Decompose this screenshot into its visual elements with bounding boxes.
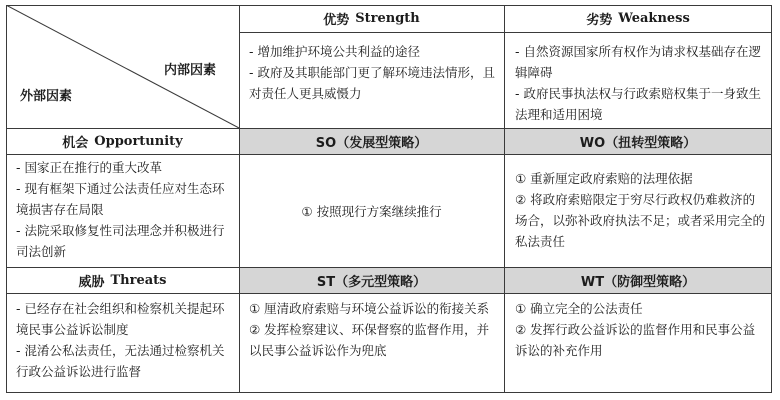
weakness-header-zh: 劣势 <box>586 13 613 28</box>
threat-item: - 混淆公私法责任，无法通过检察机关行政公益诉讼进行监督 <box>16 343 225 379</box>
strength-header-en: Strength <box>355 11 420 26</box>
wo-cell <box>515 168 765 252</box>
wo-item: ① 重新厘定政府索赔的法理依据 <box>515 171 693 186</box>
wo-item: ② 将政府索赔限定于穷尽行政权仍难救济的场合，以弥补政府执法不足；或者采用完全的私法责任 <box>515 192 766 249</box>
st-item: ① 厘清政府索赔与环境公益诉讼的衔接关系 <box>249 301 490 316</box>
opportunity-header <box>6 128 239 154</box>
wt-cell <box>515 298 763 361</box>
weakness-item: - 政府民事执法权与行政索赔权集于一身致生法理和适用困境 <box>515 86 761 122</box>
opportunity-item: - 国家正在推行的重大改革 <box>16 160 162 175</box>
opportunity-header-en: Opportunity <box>94 133 183 149</box>
strength-item: - 增加维护环境公共利益的途径 <box>249 44 420 59</box>
strength-header-zh: 优势 <box>323 13 350 28</box>
st-cell <box>249 298 497 361</box>
threats-header-zh: 威胁 <box>78 274 105 290</box>
strength-header <box>239 5 504 32</box>
wt-item: ② 发挥行政公益诉讼的监督作用和民事公益诉讼的补充作用 <box>515 322 756 358</box>
opportunity-item: - 现有框架下通过公法责任应对生态环境损害存在局限 <box>16 181 225 217</box>
so-header: SO（发展型策略） <box>315 135 428 151</box>
wt-header: WT（防御型策略） <box>580 274 696 290</box>
st-header: ST（多元型策略） <box>316 274 427 290</box>
external-factors-label: 外部因素 <box>20 89 73 104</box>
internal-factors-label: 内部因素 <box>164 63 217 78</box>
opportunity-cell <box>16 157 234 262</box>
wt-item: ① 确立完全的公法责任 <box>515 301 643 316</box>
threats-cell <box>16 298 234 382</box>
opportunity-item: - 法院采取修复性司法理念并积极进行司法创新 <box>16 223 225 259</box>
st-item: ② 发挥检察建议、环保督察的监督作用，并以民事公益诉讼作为兜底 <box>249 322 490 358</box>
threats-header-en: Threats <box>110 272 167 288</box>
weakness-header <box>504 5 772 32</box>
weakness-item: - 自然资源国家所有权作为请求权基础存在逻辑障碍 <box>515 44 761 80</box>
so-cell <box>239 155 504 267</box>
weakness-cell <box>515 41 765 125</box>
opportunity-header-zh: 机会 <box>62 135 89 151</box>
threats-header <box>6 267 239 293</box>
wo-header: WO（扭转型策略） <box>579 135 697 151</box>
threat-item: - 已经存在社会组织和检察机关提起环境民事公益诉讼制度 <box>16 301 225 337</box>
strength-cell <box>249 41 497 104</box>
strength-item: - 政府及其职能部门更了解环境违法情形，且对责任人更具威慑力 <box>249 65 495 101</box>
swot-matrix-table <box>6 5 772 393</box>
weakness-header-en: Weakness <box>618 11 690 26</box>
so-item: ① 按照现行方案继续推行 <box>301 203 442 219</box>
